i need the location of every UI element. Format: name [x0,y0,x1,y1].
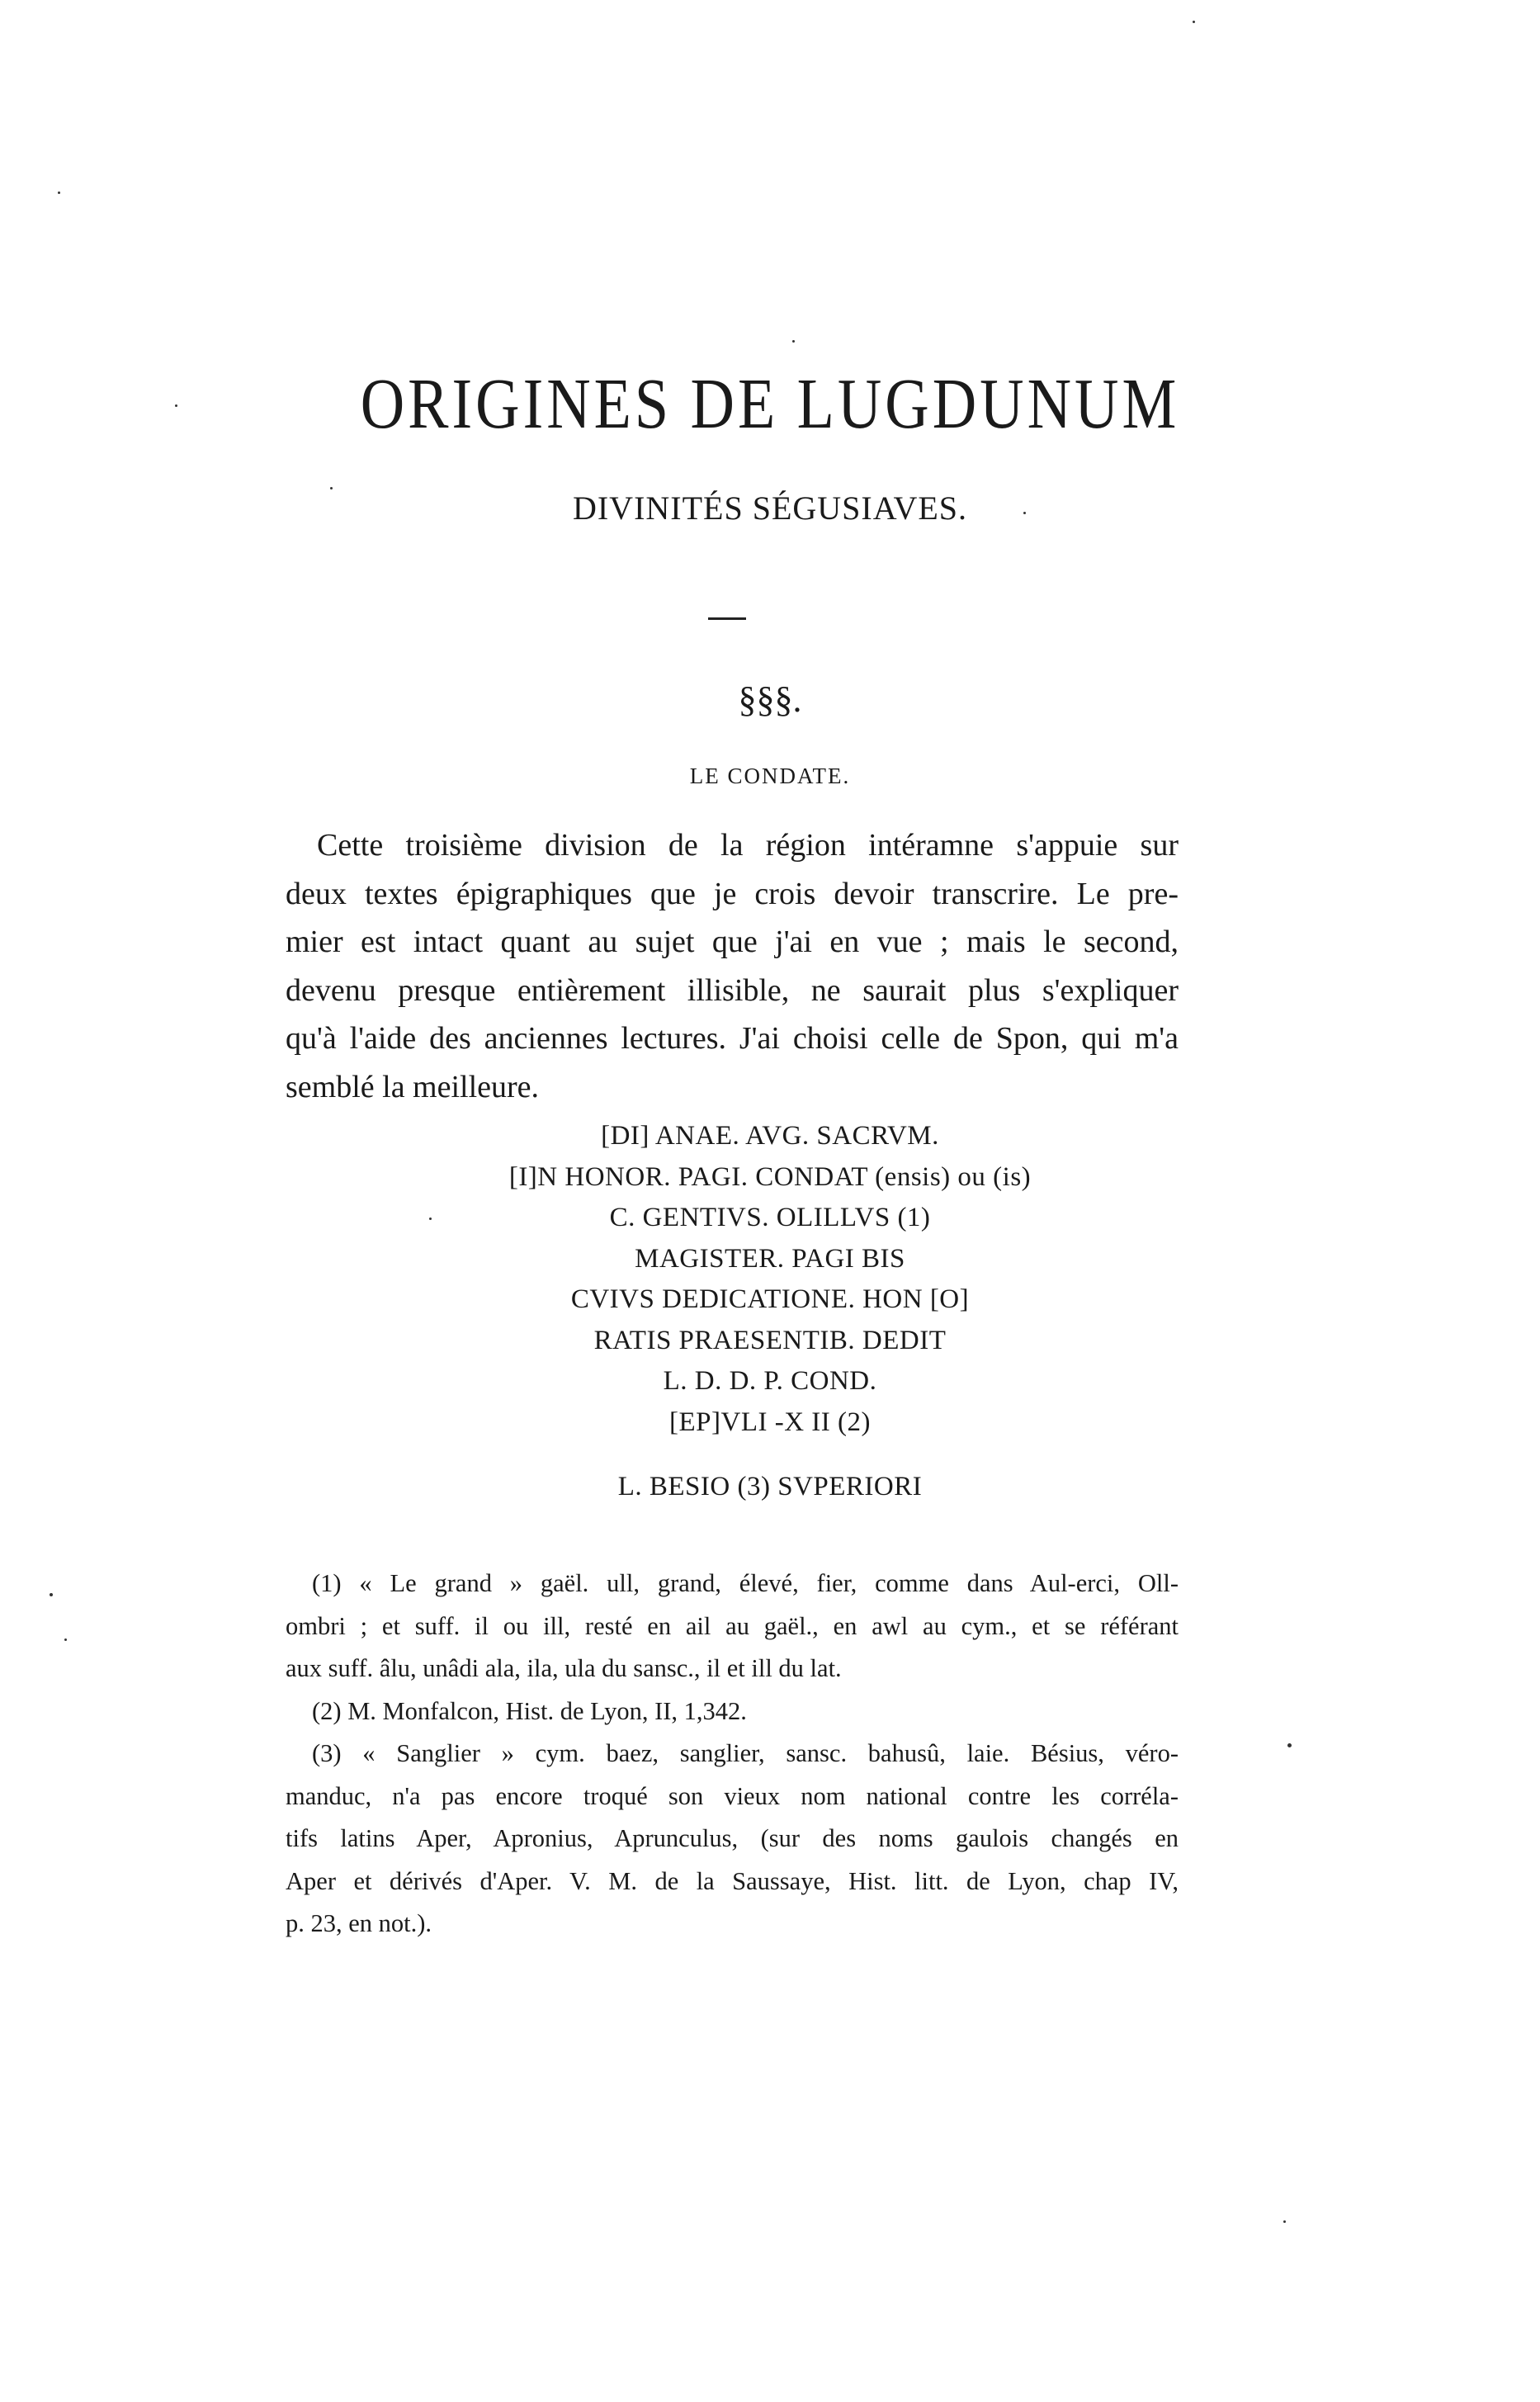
footnote-1-line: (1) « Le grand » gaël. ull, grand, élevé, fier, comme dans Aul-erci, Oll- [312,1569,1179,1597]
paragraph-line: semblé la meilleure. [286,1069,540,1104]
paragraph-line: deux textes épigraphiques que je crois devoir transcrire. Le pre- [286,876,1179,911]
footnote-3-line: Aper et dérivés d'Aper. V. M. de la Saussaye, Hist. litt. de Lyon, chap IV, [286,1866,1179,1895]
footnote-1-line: aux suff. âlu, unâdi ala, ila, ula du sansc., il et ill du lat. [286,1654,842,1682]
paragraph-line: devenu presque entièrement illisible, ne saurait plus s'expliquer [286,972,1179,1008]
page-title: ORIGINES DE LUGDUNUM [360,364,1180,444]
inscription-line: CVIVS DEDICATIONE. HON [O] [570,1284,970,1314]
inscription-line: [EP]VLI -X II (2) [669,1407,871,1437]
page-subtitle: DIVINITÉS SÉGUSIAVES. [572,489,968,527]
inscription-line: MAGISTER. PAGI BIS [635,1243,905,1274]
inscription-line: [DI] ANAE. AVG. SACRVM. [601,1121,939,1151]
inscription-block [0,1116,1540,1443]
second-inscription: L. BESIO (3) SVPERIORI [617,1472,923,1501]
title-divider [708,617,746,620]
body-paragraph [286,821,1179,1111]
section-mark: §§§. [738,679,802,720]
inscription-line: L. D. D. P. COND. [663,1366,877,1396]
footnote-3-line: (3) « Sanglier » cym. baez, sanglier, sansc. bahusû, laie. Bésius, véro- [312,1739,1179,1767]
paragraph-line: mier est intact quant au sujet que j'ai en vue ; mais le second, [286,924,1179,959]
footnote-3-line: manduc, n'a pas encore troqué son vieux nom national contre les corréla- [286,1781,1179,1810]
inscription-line: C. GENTIVS. OLILLVS (1) [609,1203,931,1232]
section-title: LE CONDATE. [689,764,851,788]
inscription-line: [I]N HONOR. PAGI. CONDAT (ensis) ou (is) [508,1161,1032,1192]
paragraph-line: Cette troisième division de la région intéramne s'appuie sur [317,828,1179,863]
footnote-3-line: tifs latins Aper, Apronius, Aprunculus, (sur des noms gaulois changés en [286,1824,1179,1852]
footnotes [286,1563,1179,1946]
paragraph-line: qu'à l'aide des anciennes lectures. J'ai choisi celle de Spon, qui m'a [286,1021,1179,1056]
footnote-3-line: p. 23, en not.). [286,1909,432,1937]
footnote-1-line: ombri ; et suff. il ou ill, resté en ail au gaël., en awl au cym., et se référant [286,1611,1179,1640]
inscription-line: RATIS PRAESENTIB. DEDIT [593,1325,947,1355]
footnote-2-line: (2) M. Monfalcon, Hist. de Lyon, II, 1,342. [312,1696,747,1725]
